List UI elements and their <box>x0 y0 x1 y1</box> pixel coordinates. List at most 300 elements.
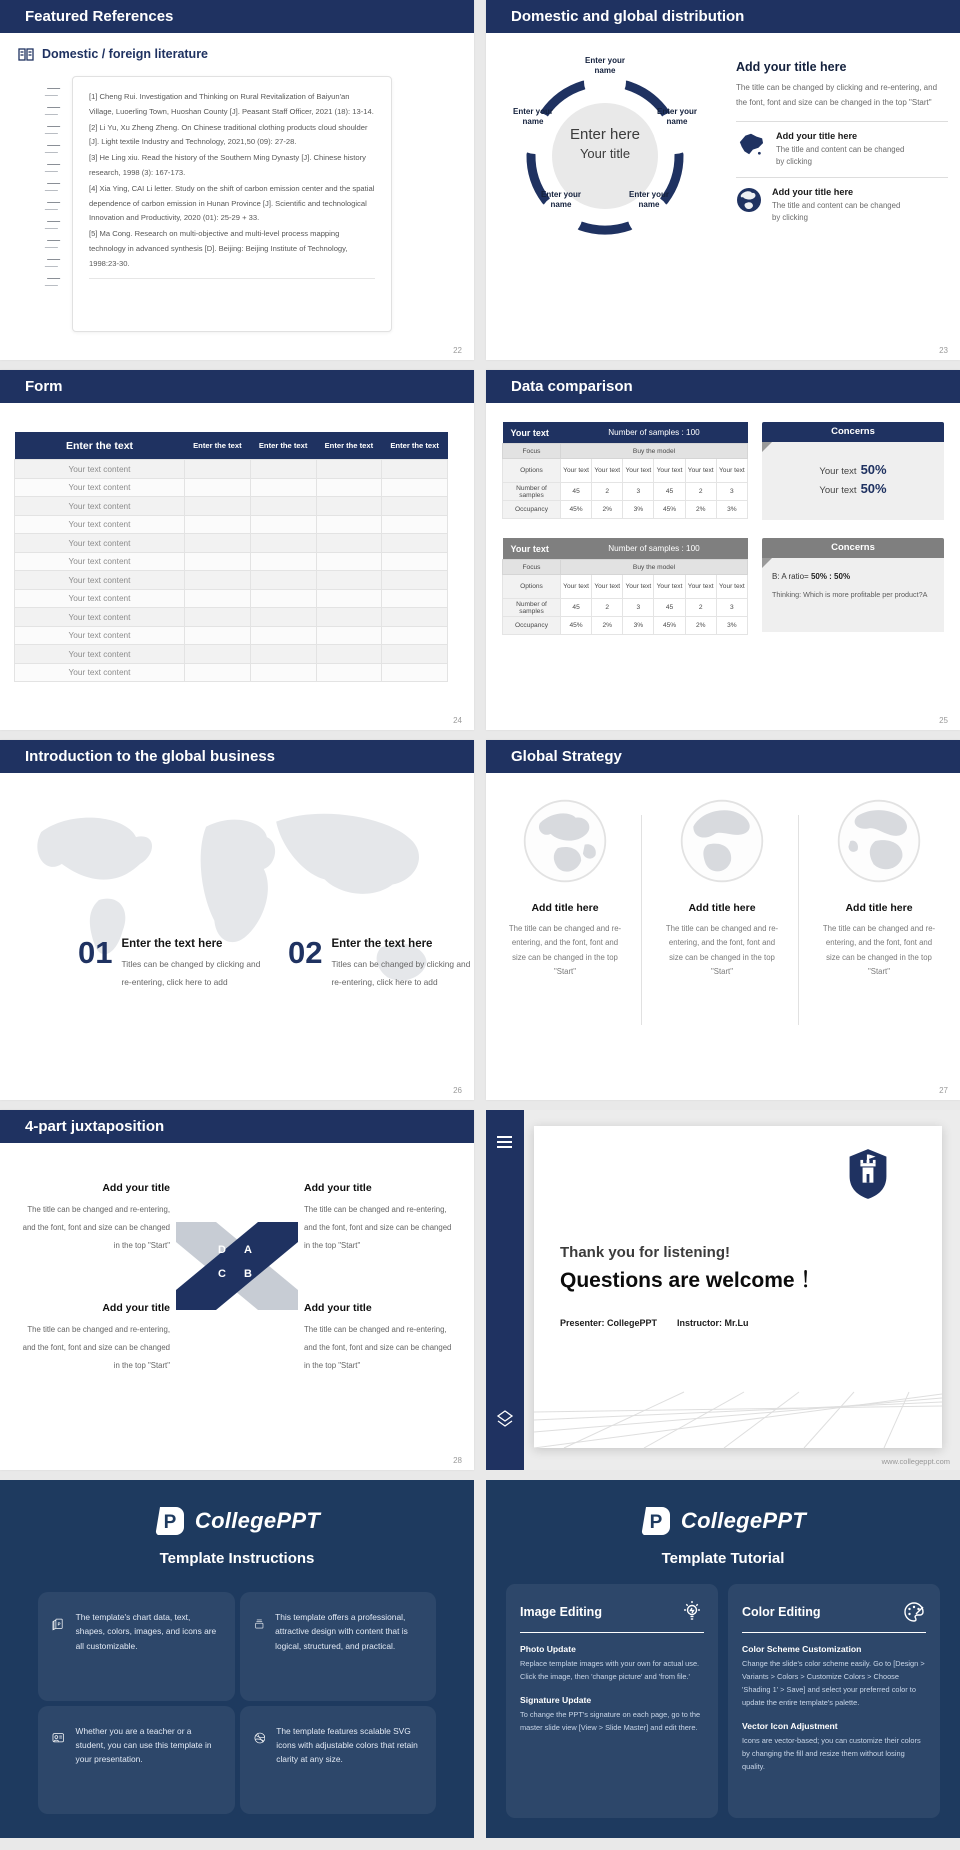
table-cell-empty <box>382 497 448 516</box>
table-row <box>15 645 448 664</box>
table-cell-empty <box>250 626 316 645</box>
brand-wordmark: CollegePPT <box>680 1508 807 1533</box>
tutorial-card-color-editing <box>728 1584 940 1818</box>
table-cell-empty <box>316 497 382 516</box>
brand-wordmark: CollegePPT <box>194 1508 321 1533</box>
perspective-grid-decoration <box>534 1364 942 1448</box>
collegeppt-logo-icon <box>154 1505 186 1537</box>
quadrant-body: The title can be changed and re-entering, and the font, font and size can be changed in the top "Start" <box>304 1205 452 1251</box>
slide-data-comparison[interactable] <box>486 370 960 730</box>
slide-title-bar: Featured References <box>0 0 474 33</box>
cell: Your text <box>654 459 685 483</box>
table-row <box>503 483 748 501</box>
tutorial-section <box>742 1644 926 1710</box>
cell: 3 <box>716 599 747 617</box>
page-number: 28 <box>453 1456 462 1465</box>
slide-title-bar: 4-part juxtaposition <box>0 1110 474 1143</box>
presenter-row <box>560 1318 749 1328</box>
slide-cell-26 <box>0 740 474 1100</box>
row-label: Your text content <box>15 663 185 682</box>
focus-value: Buy the model <box>561 560 748 575</box>
panel-template-instructions <box>0 1480 474 1838</box>
table-cell-empty <box>382 534 448 553</box>
instruction-text: This template offers a professional, attractive design with content that is logical, structured, and practical. <box>275 1612 408 1651</box>
slide-global-business[interactable] <box>0 740 474 1100</box>
table-cell-empty <box>316 460 382 479</box>
cell: 45% <box>561 501 592 519</box>
ribbon-letter: C <box>218 1268 226 1280</box>
cell: 2 <box>685 483 716 501</box>
table-cell-empty <box>316 663 382 682</box>
hamburger-icon <box>497 1136 512 1151</box>
thank-you-sheet[interactable] <box>534 1126 942 1448</box>
concerns-title: Concerns <box>762 422 944 442</box>
cell: 2% <box>685 501 716 519</box>
column-heading: Add title here <box>531 902 599 914</box>
column-heading: Add title here <box>688 902 756 914</box>
brand-row <box>486 1480 960 1537</box>
table-row <box>15 478 448 497</box>
table-cell-empty <box>382 589 448 608</box>
table-cell-empty <box>185 608 251 627</box>
table-cell-empty <box>382 645 448 664</box>
row-label: Occupancy <box>503 617 561 635</box>
table-cell-empty <box>250 552 316 571</box>
concern-line: Your text 50% <box>819 462 887 477</box>
cell: 3 <box>623 599 654 617</box>
slide-title-bar: Global Strategy <box>486 740 960 773</box>
strategy-column <box>494 798 636 980</box>
samples-label: Number of samples : 100 <box>561 422 748 444</box>
center-x-graphic <box>176 1218 298 1314</box>
section-heading: Signature Update <box>520 1694 592 1705</box>
table-row <box>503 617 748 635</box>
quadrant-body: The title can be changed and re-entering, and the font, font and size can be changed in the top "Start" <box>22 1205 170 1251</box>
column-heading: Add title here <box>845 902 913 914</box>
slide-distribution[interactable] <box>486 0 960 360</box>
section-heading <box>18 47 208 61</box>
slide-form[interactable] <box>0 370 474 730</box>
table-row <box>503 459 748 483</box>
cell: 2% <box>592 617 623 635</box>
list-item <box>736 121 948 177</box>
slide-global-strategy[interactable] <box>486 740 960 1100</box>
block-body: The title can be changed by clicking and re-entering, and the font, font and size can be changed in the top "Start" <box>736 83 938 107</box>
tutorial-section <box>520 1695 704 1735</box>
cell: 3% <box>623 617 654 635</box>
row-label: Number of samples <box>503 483 561 501</box>
book-icon <box>18 48 34 61</box>
strategy-column <box>651 798 793 980</box>
reference-item: [2] Li Yu, Xu Zheng Zheng. On Chinese traditional clothing products cloud shoulder [J]. Light textile Industry and Technology, 2021,50 (09): 27-28. <box>89 122 368 147</box>
cell: 2% <box>592 501 623 519</box>
page-number: 24 <box>453 716 462 725</box>
layers-diamond-icon <box>496 1410 514 1430</box>
distribution-right-column <box>736 60 948 232</box>
svg-text:P: P <box>649 1512 663 1533</box>
instruction-text: Whether you are a teacher or a student, you can use this template in your presentation. <box>75 1725 212 1765</box>
university-crest-icon <box>846 1148 890 1200</box>
table-cell-empty <box>316 608 382 627</box>
cell: 3% <box>716 501 747 519</box>
vector-ball-icon <box>254 1724 266 1752</box>
cell: Your text <box>685 575 716 599</box>
row-label: Your text content <box>15 515 185 534</box>
slide-title-bar: Form <box>0 370 474 403</box>
table-cell-empty <box>316 552 382 571</box>
card-header <box>520 1600 704 1633</box>
quadrant-heading: Add your title <box>102 1182 170 1194</box>
table-row <box>15 497 448 516</box>
table-cell-empty <box>250 497 316 516</box>
section-body: Change the slide's color scheme easily. Go to [Design > Variants > Colors > Customize Colors > Choose 'Shading 1' > Save] and select your preferred color to update the entire template's palette. <box>742 1659 925 1707</box>
table-row <box>503 599 748 617</box>
diagram-node-label: Enter your name <box>512 107 553 126</box>
row-label: Your text content <box>15 589 185 608</box>
table-cell-empty <box>185 589 251 608</box>
slide-featured-references[interactable] <box>0 0 474 360</box>
reference-item: [4] Xia Ying, CAI Li letter. Study on the shift of carbon emission center and the spatial dependence of carbon emission in Hunan Province [J]. Scientific and technological Innovation and Productivity, 2020 (01): 25-29 + 33. <box>89 183 375 223</box>
row-label: Your text content <box>15 571 185 590</box>
item-number: 02 <box>288 935 323 970</box>
card-title: Color Editing <box>742 1605 821 1619</box>
item-body: The title and content can be changed by clicking <box>776 144 905 167</box>
table-cell-empty <box>250 589 316 608</box>
table-cell-empty <box>316 515 382 534</box>
item-body: Titles can be changed by clicking and re-entering, click here to add <box>331 959 471 987</box>
table-cell-empty <box>382 552 448 571</box>
table-row <box>15 460 448 479</box>
diagram-center-line1: Enter here <box>569 126 641 143</box>
slide-title-bar: Domestic and global distribution <box>486 0 960 33</box>
website-url: www.collegeppt.com <box>881 1457 950 1466</box>
slide-cell-24 <box>0 370 474 730</box>
table-cell-empty <box>185 626 251 645</box>
samples-label: Number of samples : 100 <box>561 538 748 560</box>
table-row <box>15 663 448 682</box>
cell: 2 <box>685 599 716 617</box>
table-cell-empty <box>250 663 316 682</box>
tutorial-section <box>742 1721 926 1774</box>
table-cell-empty <box>185 571 251 590</box>
svg-text:P: P <box>163 1512 177 1533</box>
page-number: 23 <box>939 346 948 355</box>
table-row <box>15 552 448 571</box>
brand-row <box>0 1480 474 1537</box>
table-cell-empty <box>185 663 251 682</box>
table-cell-empty <box>250 478 316 497</box>
tutorial-section <box>520 1644 704 1684</box>
slide-title-bar: Introduction to the global business <box>0 740 474 773</box>
instruction-text: The template's chart data, text, shapes, colors, images, and icons are all customizable. <box>75 1612 217 1651</box>
table-row <box>15 589 448 608</box>
cell: Your text <box>561 459 592 483</box>
table-cell-empty <box>185 515 251 534</box>
table-cell-empty <box>382 626 448 645</box>
column-body: The title can be changed and re-entering, and the font, font and size can be changed in the top "Start" <box>508 924 622 977</box>
table-cell-empty <box>382 608 448 627</box>
table-row <box>15 571 448 590</box>
table-cell-empty <box>250 645 316 664</box>
quadrant-heading: Add your title <box>102 1302 170 1314</box>
quadrant-block <box>304 1182 456 1253</box>
ribbon-x-shape <box>176 1218 298 1314</box>
quadrant-heading: Add your title <box>304 1302 372 1314</box>
row-label: Your text content <box>15 645 185 664</box>
cell: Your text <box>716 575 747 599</box>
cell: 45 <box>654 599 685 617</box>
instruction-text: The template features scalable SVG icons with adjustable colors that retain clarity at any size. <box>276 1725 418 1765</box>
diagram-node-label: Enter your name <box>540 190 581 209</box>
quadrant-body: The title can be changed and re-entering, and the font, font and size can be changed in the top "Start" <box>304 1325 452 1371</box>
table-name: Your text <box>503 538 561 560</box>
slide-cell-27 <box>486 740 960 1100</box>
instruction-card <box>240 1706 437 1815</box>
diagram-node-label: Enter your name <box>584 56 625 75</box>
table-cell-empty <box>316 534 382 553</box>
side-strip <box>486 1110 524 1470</box>
booklet-icon <box>52 1610 65 1638</box>
column-body: The title can be changed and re-entering, and the font, font and size can be changed in the top "Start" <box>665 924 779 977</box>
page-number: 25 <box>939 716 948 725</box>
table-header-row <box>503 422 748 444</box>
table-cell-empty <box>316 626 382 645</box>
ribbon-letter: B <box>244 1268 252 1280</box>
item-body: Titles can be changed by clicking and re-entering, click here to add <box>121 959 261 987</box>
row-label: Options <box>503 459 561 483</box>
table-subheader-row <box>503 444 748 459</box>
diagram-center-text <box>535 126 675 161</box>
cell: 45% <box>654 617 685 635</box>
collegeppt-logo-icon <box>640 1505 672 1537</box>
table-cell-empty <box>316 645 382 664</box>
concerns-box-2 <box>762 538 944 632</box>
quadrant-block <box>18 1302 170 1373</box>
cell: Your text <box>654 575 685 599</box>
comparison-table-1 <box>502 422 748 519</box>
row-label: Number of samples <box>503 599 561 617</box>
diagram-node-label: Enter your name <box>656 107 697 126</box>
spiral-binding-icons <box>46 88 59 286</box>
slide-cell-23 <box>486 0 960 360</box>
thanks-line2: Questions are welcome ！ <box>560 1269 822 1292</box>
ribbon-letter: A <box>244 1244 252 1256</box>
table-cell-empty <box>250 515 316 534</box>
column-header: Enter the text <box>15 432 185 460</box>
column-body: The title can be changed and re-entering, and the font, font and size can be changed in the top "Start" <box>822 924 936 977</box>
item-heading: Enter the text here <box>331 938 433 950</box>
table-row <box>15 608 448 627</box>
cell: Your text <box>592 459 623 483</box>
table-cell-empty <box>250 534 316 553</box>
table-cell-empty <box>185 552 251 571</box>
table-cell-empty <box>250 460 316 479</box>
form-table <box>14 432 448 682</box>
column-header: Enter the text <box>316 432 382 460</box>
section-heading: Color Scheme Customization <box>742 1644 862 1654</box>
table-cell-empty <box>382 515 448 534</box>
table-cell-empty <box>382 571 448 590</box>
divider <box>641 815 642 1025</box>
focus-label: Focus <box>503 560 561 575</box>
quadrant-body: The title can be changed and re-entering, and the font, font and size can be changed in the top "Start" <box>22 1325 170 1371</box>
item-title: Add your title here <box>772 186 854 197</box>
numbered-item <box>288 935 474 990</box>
table-row <box>503 501 748 519</box>
focus-value: Buy the model <box>561 444 748 459</box>
lightbulb-icon <box>680 1600 704 1624</box>
section-title: Domestic / foreign literature <box>42 47 209 61</box>
table-cell-empty <box>185 534 251 553</box>
thanks-line1: Thank you for listening! <box>560 1244 731 1261</box>
block-heading: Add your title here <box>736 60 847 74</box>
divider <box>798 815 799 1025</box>
row-label: Your text content <box>15 460 185 479</box>
concerns-box-1 <box>762 422 944 520</box>
tutorial-card-image-editing <box>506 1584 718 1818</box>
ratio-line: B: A ratio= 50% : 50% <box>772 572 851 581</box>
circular-diagram <box>490 38 720 274</box>
reference-item: [3] He Ling xiu. Read the history of the Southern Ming Dynasty [J]. Chinese history research, 1998 (3): 167-173. <box>89 153 366 177</box>
row-label: Your text content <box>15 497 185 516</box>
card-title: Image Editing <box>520 1605 602 1619</box>
numbered-item <box>78 935 267 990</box>
slide-title-bar: Data comparison <box>486 370 960 403</box>
list-item <box>736 177 948 233</box>
table-cell-empty <box>250 571 316 590</box>
comparison-table-2 <box>502 538 748 635</box>
item-heading: Enter the text here <box>121 938 223 950</box>
cell: 2% <box>685 617 716 635</box>
globe-icon <box>836 798 922 884</box>
slide-cell-22 <box>0 0 474 360</box>
archive-box-icon <box>254 1610 265 1638</box>
row-label: Occupancy <box>503 501 561 519</box>
cell: Your text <box>685 459 716 483</box>
cell: 3% <box>716 617 747 635</box>
section-body: Icons are vector-based; you can customize their colors by changing the fill and resize them without losing quality. <box>742 1735 921 1771</box>
globe-icon <box>522 798 608 884</box>
table-cell-empty <box>316 571 382 590</box>
teacher-id-icon <box>52 1724 65 1752</box>
table-cell-empty <box>382 460 448 479</box>
instruction-card <box>240 1592 437 1701</box>
reference-item: [1] Cheng Rui. Investigation and Thinking on Rural Revitalization of Baiyun'an Village, Luoerling Town, Huoshan County [J]. Peasant Staff Officer, 2021 (18): 13-14. <box>89 92 374 116</box>
row-label: Your text content <box>15 478 185 497</box>
cell: 45% <box>654 501 685 519</box>
panel-title: Template Tutorial <box>661 1550 785 1567</box>
section-body: Replace template images with your own for actual use. Click the image, then 'change picture' and 'from file.' <box>520 1659 700 1681</box>
ribbon-letter: D <box>218 1244 226 1256</box>
column-header: Enter the text <box>250 432 316 460</box>
item-title: Add your title here <box>776 130 858 141</box>
section-body: To change the PPT's signature on each page, go to the master slide view [View > Slide Master] and edit there. <box>520 1709 701 1732</box>
globe-icon <box>679 798 765 884</box>
presenter-label: Presenter: CollegePPT <box>560 1318 658 1328</box>
table-subheader-row <box>503 560 748 575</box>
table-cell-empty <box>185 460 251 479</box>
table-cell-empty <box>382 478 448 497</box>
table-row <box>503 575 748 599</box>
row-label: Options <box>503 575 561 599</box>
row-label: Your text content <box>15 608 185 627</box>
item-number: 01 <box>78 935 113 970</box>
instruction-card <box>38 1706 235 1815</box>
slide-cell-thanks <box>486 1110 960 1470</box>
slide-juxtaposition[interactable] <box>0 1110 474 1470</box>
table-header-row <box>503 538 748 560</box>
svg-text:P: P <box>57 1621 61 1627</box>
table-cell-empty <box>185 497 251 516</box>
quadrant-heading: Add your title <box>304 1182 372 1194</box>
quadrant-block <box>18 1182 170 1253</box>
item-body: The title and content can be changed by clicking <box>772 200 901 222</box>
table-cell-empty <box>250 608 316 627</box>
strategy-column <box>808 798 950 980</box>
cell: 3% <box>623 501 654 519</box>
concerns-title: Concerns <box>762 538 944 558</box>
column-header: Enter the text <box>185 432 251 460</box>
row-label: Your text content <box>15 626 185 645</box>
section-heading: Vector Icon Adjustment <box>742 1720 838 1731</box>
cell: 45 <box>561 483 592 501</box>
table-name: Your text <box>503 422 561 444</box>
table-row <box>15 626 448 645</box>
thinking-line: Thinking: Which is more profitable per product?A <box>772 590 928 599</box>
cell: 45 <box>561 599 592 617</box>
instructor-label: Instructor: Mr.Lu <box>677 1318 749 1328</box>
row-label: Your text content <box>15 534 185 553</box>
cell: Your text <box>623 575 654 599</box>
card-header <box>742 1600 926 1633</box>
table-row <box>15 534 448 553</box>
cell: 45 <box>654 483 685 501</box>
china-map-icon <box>736 131 766 157</box>
page-number: 22 <box>453 346 462 355</box>
concern-line: Your text 50% <box>819 481 887 496</box>
cell: 2 <box>592 599 623 617</box>
palette-icon <box>902 1600 926 1624</box>
divider <box>89 278 375 279</box>
cell: 2 <box>592 483 623 501</box>
panel-template-tutorial <box>486 1480 960 1838</box>
quadrant-block <box>304 1302 456 1373</box>
cell: 3 <box>716 483 747 501</box>
instruction-card <box>38 1592 235 1701</box>
cell: Your text <box>623 459 654 483</box>
table-row <box>15 515 448 534</box>
table-cell-empty <box>185 478 251 497</box>
column-header: Enter the text <box>382 432 448 460</box>
reference-item: [5] Ma Cong. Research on multi-objective and multi-level process mapping technology in advanced synthesis [D]. Beijing: Beijing Institute of Technology, 1998:23-30. <box>89 229 348 268</box>
instructions-grid <box>38 1592 436 1814</box>
row-label: Your text content <box>15 552 185 571</box>
table-cell-empty <box>185 645 251 664</box>
cell: 3 <box>623 483 654 501</box>
diagram-node-label: Enter your name <box>628 190 669 209</box>
table-cell-empty <box>382 663 448 682</box>
page-number: 27 <box>939 1086 948 1095</box>
slide-cell-25 <box>486 370 960 730</box>
page-number: 26 <box>453 1086 462 1095</box>
table-cell-empty <box>316 478 382 497</box>
panel-title: Template Instructions <box>159 1550 315 1567</box>
cell: Your text <box>716 459 747 483</box>
cell: 45% <box>561 617 592 635</box>
table-cell-empty <box>316 589 382 608</box>
world-map-watermark <box>0 785 474 1085</box>
section-heading: Photo Update <box>520 1644 576 1654</box>
